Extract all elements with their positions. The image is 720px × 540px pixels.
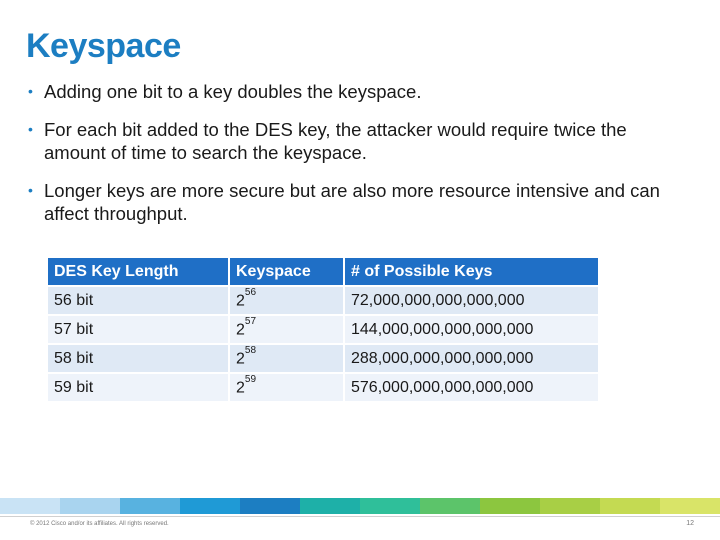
keyspace-table: [46, 256, 600, 403]
bullet-list: [28, 80, 688, 240]
cell-possible-keys: 576,000,000,000,000,000: [345, 374, 598, 401]
cell-possible-keys: 72,000,000,000,000,000: [345, 287, 598, 314]
footer-color-segment: [480, 498, 540, 514]
cell-keyspace: [230, 374, 343, 401]
footer-color-segment: [60, 498, 120, 514]
cell-keyspace: [230, 345, 343, 372]
cell-key-length: 58 bit: [48, 345, 228, 372]
bullet-text: Adding one bit to a key doubles the keyspace.: [44, 81, 422, 102]
keyspace-exponent: 57: [244, 315, 257, 327]
bullet-item: [28, 118, 688, 164]
cell-keyspace: [230, 287, 343, 314]
bullet-text: Longer keys are more secure but are also more resource intensive and can affect throughput.: [44, 180, 660, 224]
footer-color-bar: [0, 498, 720, 514]
bullet-icon: •: [28, 121, 33, 137]
bullet-item: [28, 80, 688, 103]
keyspace-base: 2: [236, 379, 245, 397]
footer-color-segment: [600, 498, 660, 514]
header-possible-keys: # of Possible Keys: [345, 258, 598, 285]
cell-keyspace: [230, 316, 343, 343]
cell-key-length: 59 bit: [48, 374, 228, 401]
footer-divider: [0, 516, 720, 517]
footer-color-segment: [180, 498, 240, 514]
footer-color-segment: [420, 498, 480, 514]
cell-possible-keys: 288,000,000,000,000,000: [345, 345, 598, 372]
footer-color-segment: [300, 498, 360, 514]
table-row: [48, 316, 598, 343]
footer-color-segment: [240, 498, 300, 514]
table-header-row: [48, 258, 598, 285]
page-number: 12: [686, 520, 694, 527]
footer-color-segment: [0, 498, 60, 514]
keyspace-base: 2: [236, 350, 245, 368]
cell-key-length: 56 bit: [48, 287, 228, 314]
bullet-item: [28, 179, 688, 225]
cell-key-length: 57 bit: [48, 316, 228, 343]
bullet-icon: •: [28, 83, 33, 99]
keyspace-base: 2: [236, 321, 245, 339]
bullet-icon: •: [28, 182, 33, 198]
footer-color-segment: [360, 498, 420, 514]
table-row: [48, 287, 598, 314]
footer-color-segment: [660, 498, 720, 514]
keyspace-exponent: 56: [244, 286, 257, 298]
slide-title: Keyspace: [26, 27, 181, 65]
header-keyspace: Keyspace: [230, 258, 343, 285]
bullet-text: For each bit added to the DES key, the attacker would require twice the amount of time to search the keyspace.: [44, 119, 627, 163]
footer-color-segment: [120, 498, 180, 514]
cell-possible-keys: 144,000,000,000,000,000: [345, 316, 598, 343]
table-row: [48, 374, 598, 401]
keyspace-exponent: 59: [244, 373, 257, 385]
keyspace-exponent: 58: [244, 344, 257, 356]
keyspace-base: 2: [236, 292, 245, 310]
table-row: [48, 345, 598, 372]
footer-color-segment: [540, 498, 600, 514]
header-key-length: DES Key Length: [48, 258, 228, 285]
copyright-text: © 2012 Cisco and/or its affiliates. All rights reserved.: [30, 521, 169, 527]
